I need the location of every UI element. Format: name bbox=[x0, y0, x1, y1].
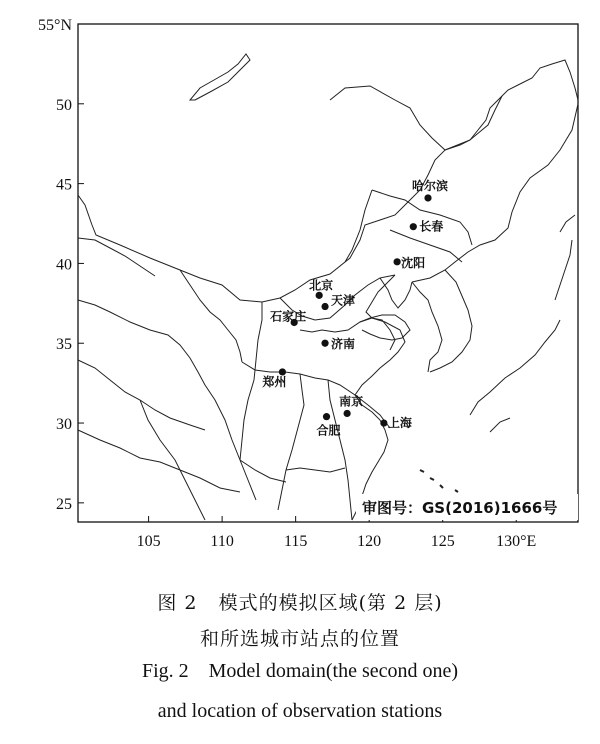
city-label: 天津 bbox=[331, 293, 356, 308]
city-marker bbox=[321, 303, 328, 310]
lat-tick-label: 30 bbox=[56, 416, 72, 434]
city-label: 济南 bbox=[331, 337, 356, 352]
city-label: 南京 bbox=[339, 394, 364, 409]
city-label: 长春 bbox=[419, 219, 444, 234]
lon-tick-label: 115 bbox=[283, 533, 308, 550]
caption-en-line1: Fig. 2 Model domain(the second one) bbox=[141, 660, 459, 682]
lon-tick-label: 105 bbox=[136, 533, 161, 550]
lat-tick-label: 25 bbox=[56, 495, 72, 513]
lat-tick-label: 40 bbox=[56, 256, 72, 274]
caption-cn-line2: 和所选城市站点的位置 bbox=[199, 628, 400, 650]
city-marker bbox=[321, 340, 328, 347]
city-label: 合肥 bbox=[316, 423, 341, 438]
city-marker bbox=[323, 413, 330, 420]
city-marker bbox=[424, 194, 431, 201]
city-marker bbox=[316, 292, 323, 299]
city-marker bbox=[344, 410, 351, 417]
lon-tick-label: 110 bbox=[210, 533, 234, 550]
lat-tick-label: 45 bbox=[56, 176, 72, 194]
city-marker bbox=[410, 223, 417, 230]
caption-cn-line1: 图 2 模式的模拟区域(第 2 层) bbox=[157, 592, 443, 614]
caption-en-line2: and location of observation stations bbox=[157, 700, 443, 722]
lat-tick-label: 35 bbox=[56, 336, 72, 354]
lon-tick-label: 130°E bbox=[496, 533, 537, 550]
city-marker bbox=[380, 419, 387, 426]
lat-tick-label: 50 bbox=[56, 96, 72, 114]
city-marker bbox=[394, 258, 401, 265]
lon-tick-label: 120 bbox=[357, 533, 382, 550]
city-label: 上海 bbox=[387, 416, 412, 431]
city-label: 北京 bbox=[309, 278, 334, 293]
map-frame bbox=[78, 24, 578, 522]
city-label: 郑州 bbox=[262, 374, 287, 389]
city-label: 石家庄 bbox=[270, 309, 307, 324]
lat-tick-label: 55°N bbox=[38, 17, 72, 34]
city-label: 沈阳 bbox=[401, 255, 426, 270]
city-label: 哈尔滨 bbox=[412, 178, 449, 193]
approval-number: 审图号：GS(2016)1666号 bbox=[362, 499, 558, 517]
latitude-axis bbox=[38, 17, 84, 513]
lon-tick-label: 125 bbox=[430, 533, 455, 550]
